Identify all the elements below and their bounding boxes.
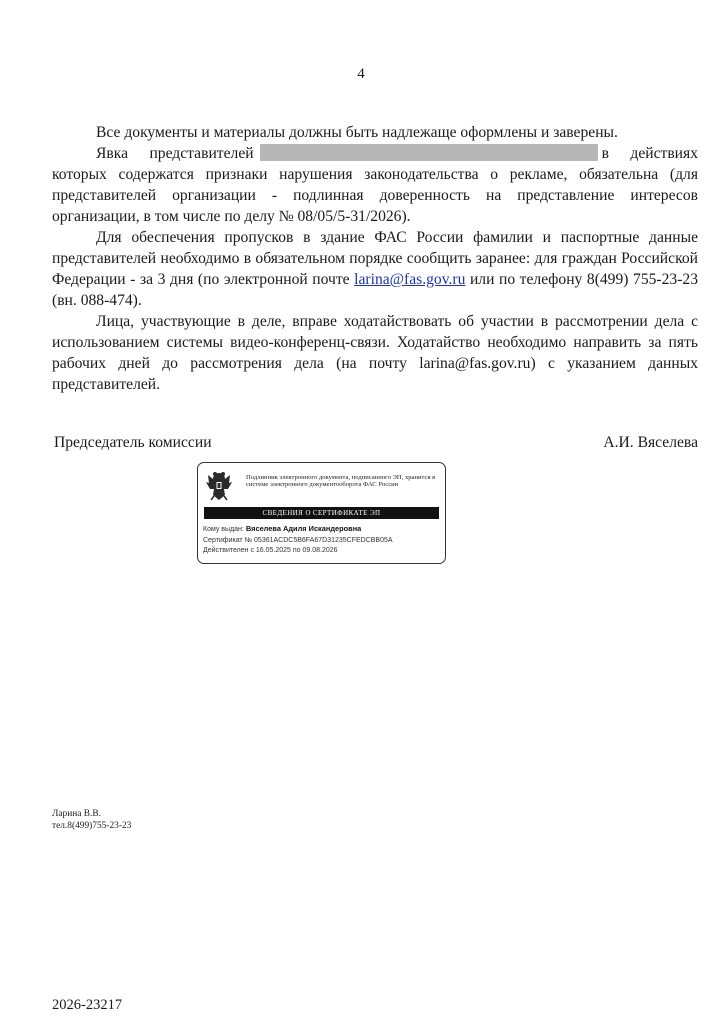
- executor-info: [52, 808, 131, 832]
- attendance-text-end: в действиях которых содержатся признаки нарушения законодательства о рекламе, обязательна (для представителей организации - подлинная доверенность на представление интересов организации, в том числе по делу № 08/05/5-31/2026).: [52, 145, 698, 225]
- document-body: [52, 122, 698, 395]
- signatory-name: А.И. Вяселева: [603, 434, 698, 451]
- executor-name: Ларина В.В.: [52, 809, 101, 819]
- stamp-validity: Действителен с 16.05.2025 по 09.08.2026: [203, 547, 338, 555]
- stamp-header: Подлинник электронного документа, подписанного ЭП, хранится в системе электронного документооборота ФАС России: [246, 474, 436, 489]
- double-headed-eagle-emblem-icon: [204, 469, 234, 503]
- stamp-certificate-title: СВЕДЕНИЯ О СЕРТИФИКАТЕ ЭП: [204, 507, 439, 519]
- signature-row: [52, 434, 698, 452]
- email-link[interactable]: larina@fas.gov.ru: [354, 271, 466, 288]
- executor-phone: тел.8(499)755-23-23: [52, 821, 132, 831]
- signatory-position: Председатель комиссии: [54, 434, 212, 451]
- page-number: 4: [357, 66, 365, 82]
- issued-to-label: Кому выдан:: [203, 526, 244, 533]
- passes-text-start: Для обеспечения пропусков в здание ФАС России фамилии и паспортные данные представителей необходимо в обязательном порядке сообщить заранее: для граждан Российской Федерации - за 3 дня (по электронной почте: [52, 229, 698, 288]
- document-number: 2026-23217: [52, 997, 123, 1013]
- issued-to-name: Вяселева Адиля Искандеровна: [245, 524, 362, 533]
- redacted-block: [260, 144, 598, 161]
- paragraph-videoconference: Лица, участвующие в деле, вправе ходатайствовать об участии в рассмотрении дела с использованием системы видео-конференц-связи. Ходатайство необходимо направить за пять рабочих дней до рассмотрения дела (на почту larina@fas.gov.ru) с указанием данных представителей.: [52, 313, 698, 393]
- paragraph-passes: [52, 227, 698, 311]
- passes-text-end: или по телефону 8(499) 755-23-23 (вн. 088-474).: [52, 271, 698, 309]
- electronic-signature-stamp: [197, 462, 446, 564]
- paragraph-attendance: [52, 143, 698, 227]
- paragraph-documents: Все документы и материалы должны быть надлежаще оформлены и заверены.: [96, 124, 618, 141]
- stamp-details: [203, 524, 443, 557]
- attendance-text-start: Явка представителей: [96, 145, 254, 162]
- stamp-certificate-number: Сертификат № 05361ACDC5B6FA67D31235CFEDCBB05A: [203, 536, 393, 544]
- stamp-issued-to: [203, 524, 443, 536]
